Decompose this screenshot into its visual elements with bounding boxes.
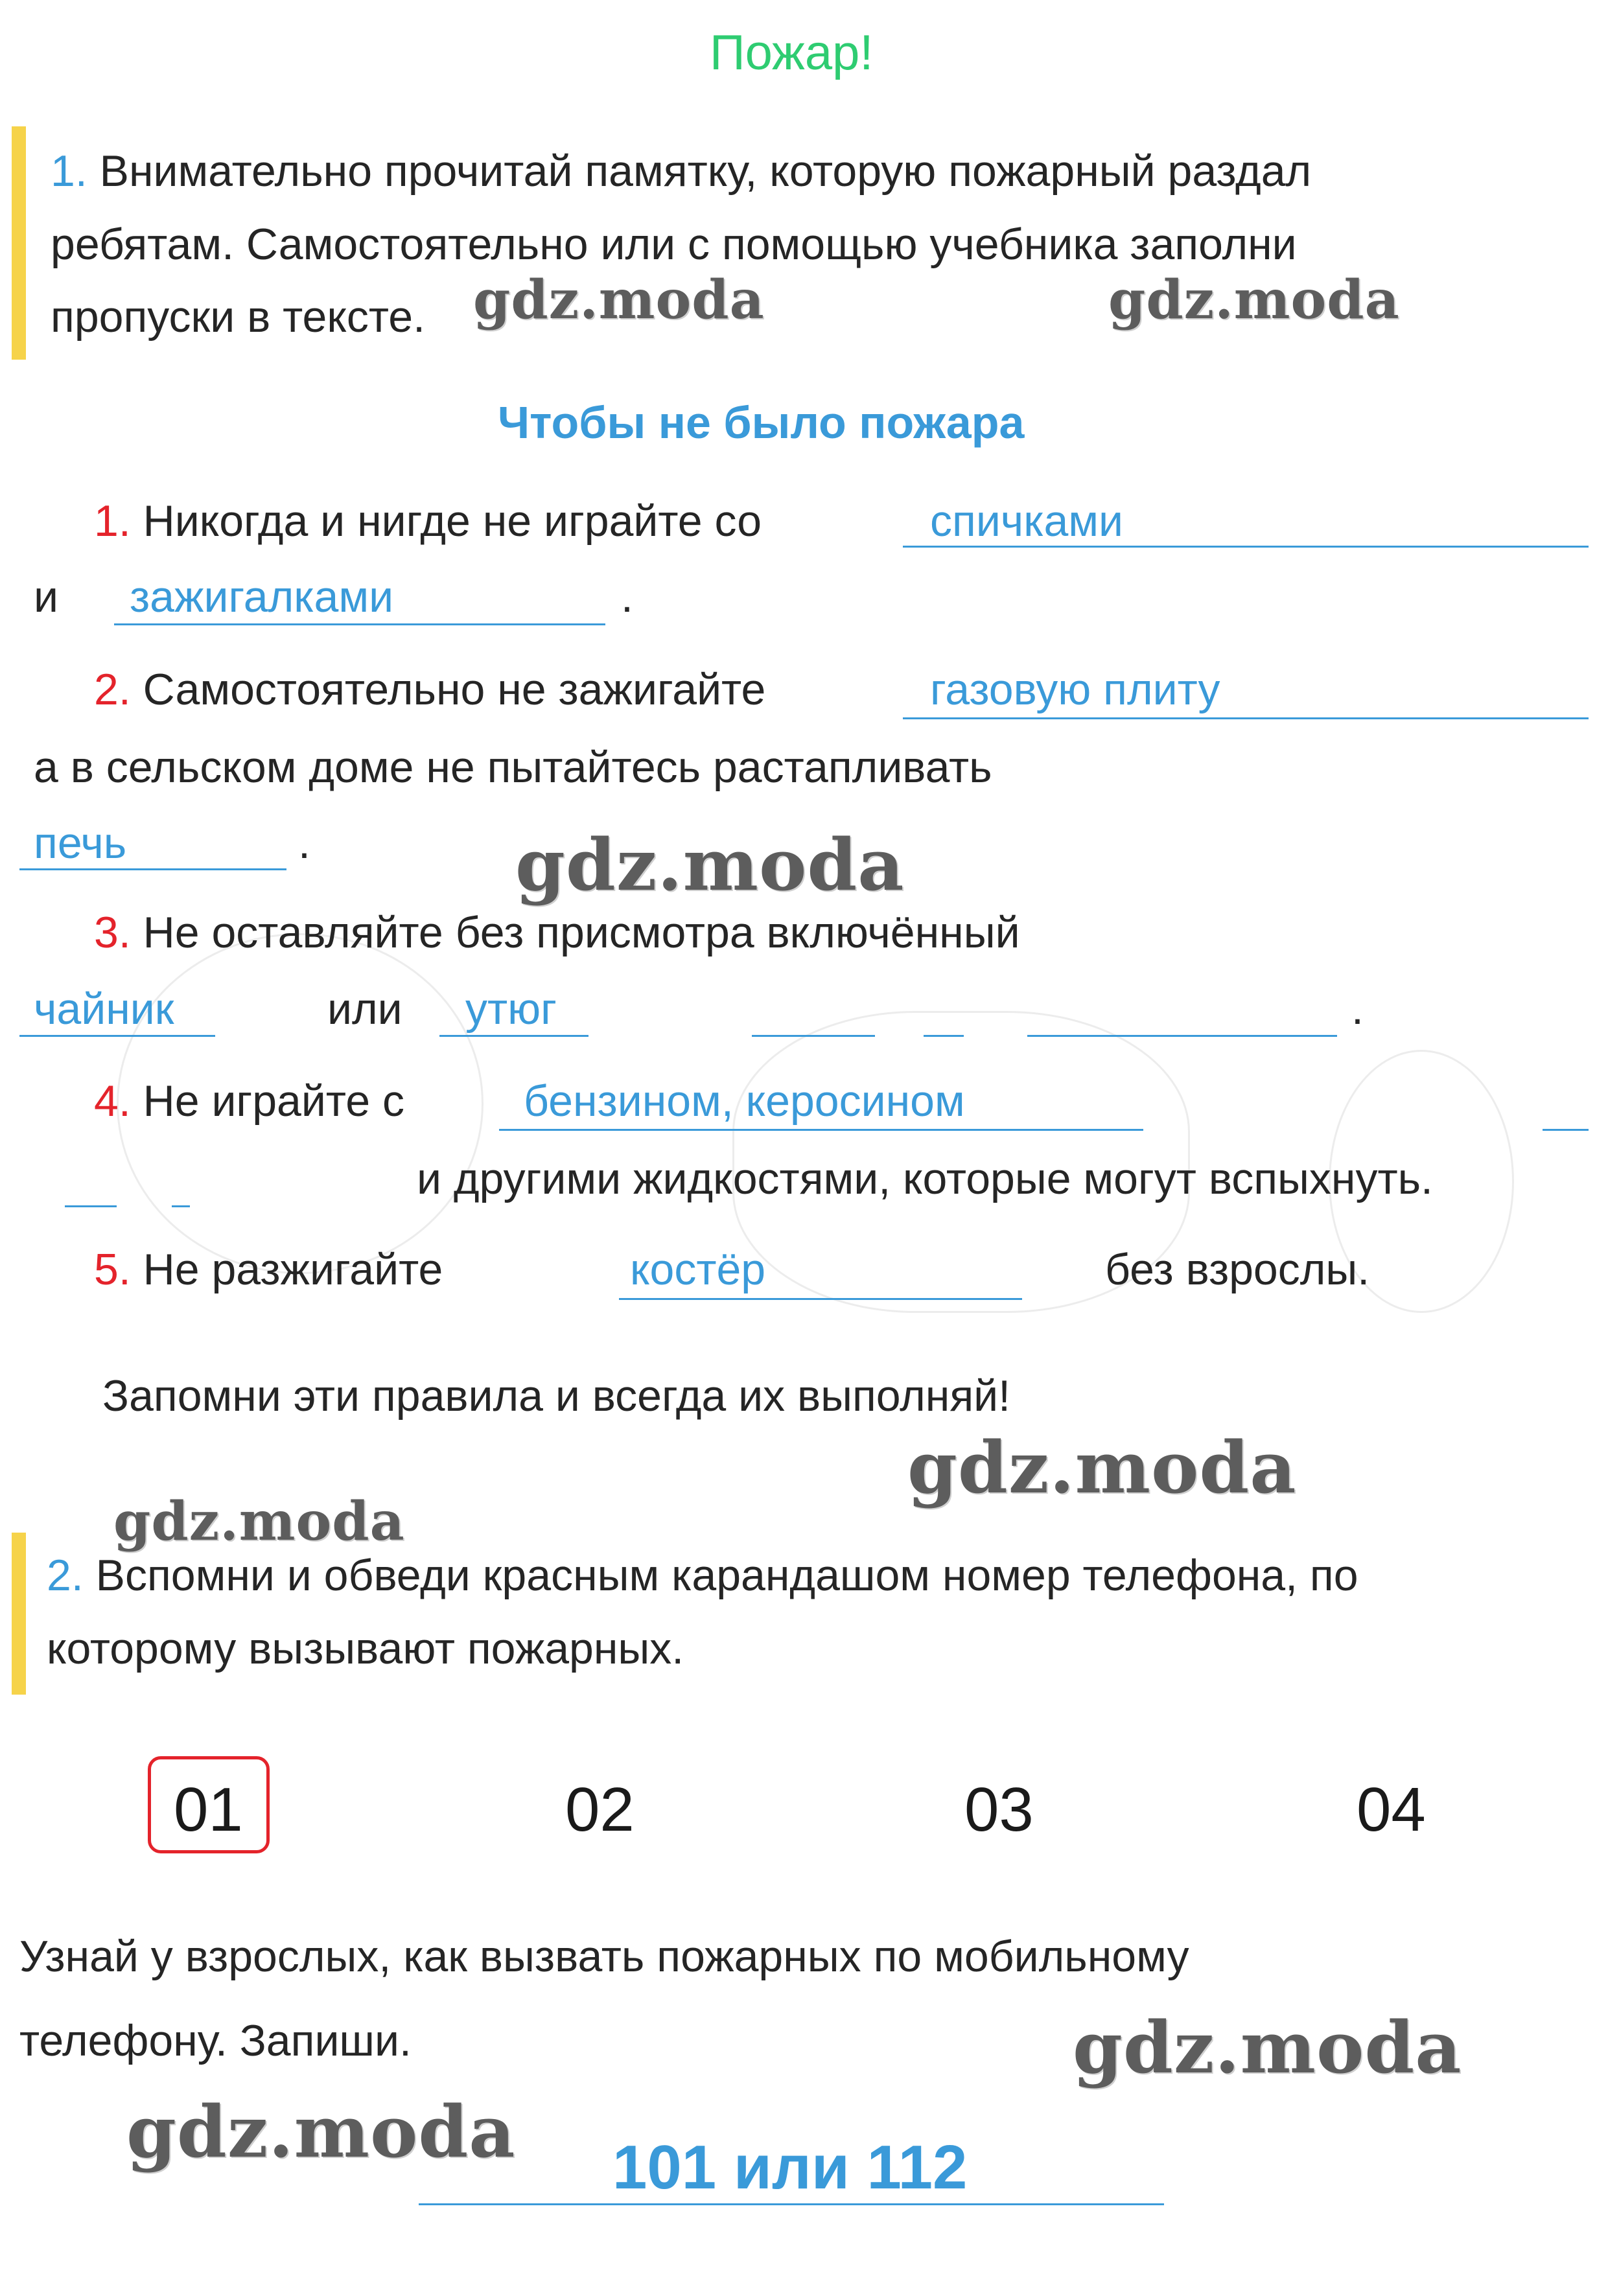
task1-line3: пропуски в тексте. (51, 292, 425, 342)
rule-2-text: Самостоятельно не зажигайте (143, 665, 766, 714)
rule-4-line2: и другими жидкостями, которые могут вспыхнуть. (417, 1154, 1433, 1203)
task2-line1 (47, 1550, 1358, 1601)
rule-3-answer-2: утюг (465, 984, 557, 1034)
rule-3-end: . (1351, 984, 1364, 1034)
answer-line (499, 1129, 1143, 1131)
task2-number: 2. (47, 1551, 84, 1600)
rule-5-text: Не разжигайте (143, 1245, 443, 1294)
rule-5-number: 5. (94, 1245, 131, 1294)
rule-2-end: . (298, 818, 310, 868)
rule-5 (94, 1244, 443, 1295)
answer-line (19, 868, 286, 870)
remember-note: Запомни эти правила и всегда их выполняй! (102, 1371, 1011, 1421)
answer-line (619, 1298, 1022, 1300)
phone-option-02[interactable]: 02 (565, 1775, 635, 1844)
rule-4 (94, 1076, 404, 1126)
rule-3-number: 3. (94, 908, 131, 957)
rule-5-end-text: без взрослы. (1105, 1245, 1370, 1294)
watermark: gdz.moda (126, 2090, 516, 2174)
answer-line (439, 1035, 588, 1037)
rule-4-text: Не играйте с (143, 1076, 404, 1126)
answer-line (419, 2203, 1164, 2205)
task1-text-1: Внимательно прочитай памятку, которую пожарный раздал (99, 146, 1312, 196)
rule-1-text: Никогда и нигде не играйте со (143, 496, 762, 546)
answer-line (172, 1205, 190, 1207)
task1-line2: ребятам. Самостоятельно или с помощью учебника заполни (51, 220, 1297, 269)
task1-number: 1. (51, 146, 87, 196)
page-title: Пожар! (710, 25, 874, 80)
task2-line2: которому вызывают пожарных. (47, 1624, 684, 1673)
watermark: gdz.moda (473, 269, 765, 331)
rule-1-joiner: и (34, 572, 58, 621)
mobile-question-line2: телефону. Запиши. (19, 2016, 412, 2065)
watermark: gdz.moda (1108, 269, 1400, 331)
rule-2-number: 2. (94, 665, 131, 714)
rule-1-answer-2: зажигалками (130, 572, 394, 621)
watermark: gdz.moda (515, 823, 905, 907)
mobile-answer: 101 или 112 (612, 2133, 968, 2202)
phone-option-04[interactable]: 04 (1357, 1775, 1426, 1844)
phone-option-03[interactable]: 03 (964, 1775, 1034, 1844)
rule-1-answer-1: спичками (930, 496, 1124, 546)
task1-line1 (51, 146, 1311, 196)
task2-marker-bar (12, 1533, 26, 1695)
rule-1-number: 1. (94, 496, 131, 546)
answer-line (903, 717, 1589, 719)
rule-3 (94, 907, 1020, 958)
rule-5-answer-1: костёр (630, 1245, 766, 1294)
rule-2-answer-1: газовую плиту (930, 665, 1220, 714)
rule-2 (94, 664, 765, 715)
phone-option-01[interactable]: 01 (174, 1775, 243, 1844)
rule-4-answer-1: бензином, керосином (524, 1076, 965, 1126)
rule-1-end: . (621, 572, 633, 621)
watermark: gdz.moda (113, 1490, 405, 1553)
answer-line (19, 1035, 215, 1037)
mobile-question-line1: Узнай у взрослых, как вызвать пожарных по мобильному (19, 1932, 1189, 1981)
rule-1 (94, 496, 762, 546)
rule-3-answer-1: чайник (34, 984, 174, 1034)
task2-text-1: Вспомни и обведи красным карандашом номер телефона, по (95, 1551, 1358, 1600)
answer-line (1543, 1129, 1589, 1131)
answer-line (114, 623, 605, 625)
memo-title: Чтобы не было пожара (498, 397, 1025, 448)
answer-line (903, 546, 1589, 548)
watermark: gdz.moda (907, 1426, 1297, 1509)
watermark: gdz.moda (1073, 2006, 1462, 2089)
task1-marker-bar (12, 126, 26, 360)
rule-3-text: Не оставляйте без присмотра включённый (143, 908, 1020, 957)
rule-2-line2: а в сельском доме не пытайтесь растапливать (34, 743, 992, 792)
rule-3-joiner: или (327, 984, 402, 1034)
answer-line (65, 1205, 117, 1207)
answer-line (1027, 1035, 1337, 1037)
rule-4-number: 4. (94, 1076, 131, 1126)
answer-line (924, 1035, 964, 1037)
answer-line (752, 1035, 875, 1037)
rule-2-answer-2: печь (34, 818, 127, 868)
